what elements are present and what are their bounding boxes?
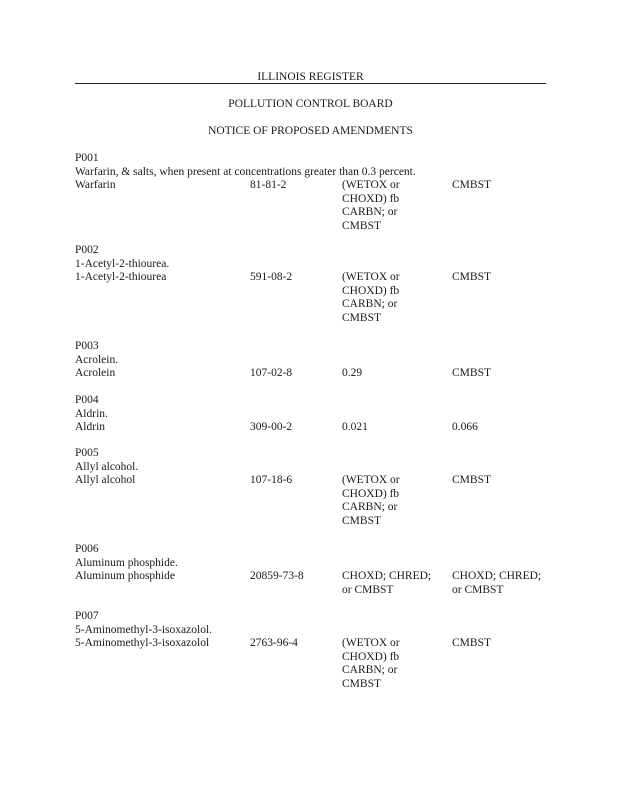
- nonwastewater-standard: CMBST: [452, 474, 491, 486]
- nonwastewater-standard: CMBST: [452, 637, 491, 649]
- waste-code: P001: [75, 152, 99, 164]
- constituent-name: Aluminum phosphide: [75, 570, 175, 582]
- cas-number: 591-08-2: [250, 271, 293, 283]
- nonwastewater-standard: CMBST: [452, 271, 491, 283]
- wastewater-standard: CHOXD; CHRED; or CMBST: [342, 570, 432, 596]
- waste-entry: [75, 447, 565, 527]
- cas-number: 2763-96-4: [250, 637, 298, 649]
- constituent-name: Aldrin: [75, 421, 106, 433]
- waste-code: P002: [75, 244, 99, 256]
- register-title: ILLINOIS REGISTER: [257, 71, 364, 83]
- notice-title: NOTICE OF PROPOSED AMENDMENTS: [208, 125, 413, 137]
- waste-code: P004: [75, 394, 99, 406]
- waste-entry: [75, 610, 565, 690]
- waste-description: Aluminum phosphide.: [75, 556, 178, 569]
- nonwastewater-standard: CHOXD; CHRED; or CMBST: [452, 570, 542, 596]
- constituent-name: 5-Aminomethyl-3-isoxazolol: [75, 637, 210, 649]
- waste-entry: [75, 543, 565, 596]
- nonwastewater-standard: 0.066: [452, 421, 478, 433]
- constituent-name: Allyl alcohol: [75, 474, 136, 486]
- board-title: POLLUTION CONTROL BOARD: [228, 98, 393, 110]
- waste-description: 1-Acetyl-2-thiourea.: [75, 257, 170, 270]
- waste-description: Allyl alcohol.: [75, 460, 139, 473]
- waste-entry: [75, 244, 565, 324]
- wastewater-standard: (WETOX or CHOXD) fb CARBN; or CMBST: [342, 474, 400, 527]
- waste-entry: [75, 394, 565, 435]
- cas-number: 20859-73-8: [250, 570, 304, 582]
- cas-number: 107-18-6: [250, 474, 293, 486]
- waste-description: Aldrin.: [75, 407, 108, 420]
- waste-code: P003: [75, 340, 99, 352]
- cas-number: 107-02-8: [250, 367, 293, 379]
- constituent-name: Warfarin: [75, 179, 116, 191]
- wastewater-standard: (WETOX or CHOXD) fb CARBN; or CMBST: [342, 271, 400, 324]
- waste-description: Warfarin, & salts, when present at concentrations greater than 0.3 percent.: [75, 165, 416, 178]
- waste-code: P007: [75, 610, 99, 622]
- waste-entry: [75, 152, 565, 232]
- nonwastewater-standard: CMBST: [452, 367, 491, 379]
- nonwastewater-standard: CMBST: [452, 179, 491, 191]
- constituent-name: 1-Acetyl-2-thiourea: [75, 271, 167, 283]
- waste-code: P006: [75, 543, 99, 555]
- waste-code: P005: [75, 447, 99, 459]
- wastewater-standard: 0.021: [342, 421, 368, 433]
- wastewater-standard: 0.29: [342, 367, 363, 379]
- cas-number: 309-00-2: [250, 421, 293, 433]
- constituent-name: Acrolein: [75, 367, 116, 379]
- cas-number: 81-81-2: [250, 179, 287, 191]
- waste-description: Acrolein.: [75, 353, 119, 366]
- waste-entry: [75, 340, 565, 381]
- wastewater-standard: (WETOX or CHOXD) fb CARBN; or CMBST: [342, 637, 400, 690]
- waste-description: 5-Aminomethyl-3-isoxazolol.: [75, 623, 213, 636]
- wastewater-standard: (WETOX or CHOXD) fb CARBN; or CMBST: [342, 179, 400, 232]
